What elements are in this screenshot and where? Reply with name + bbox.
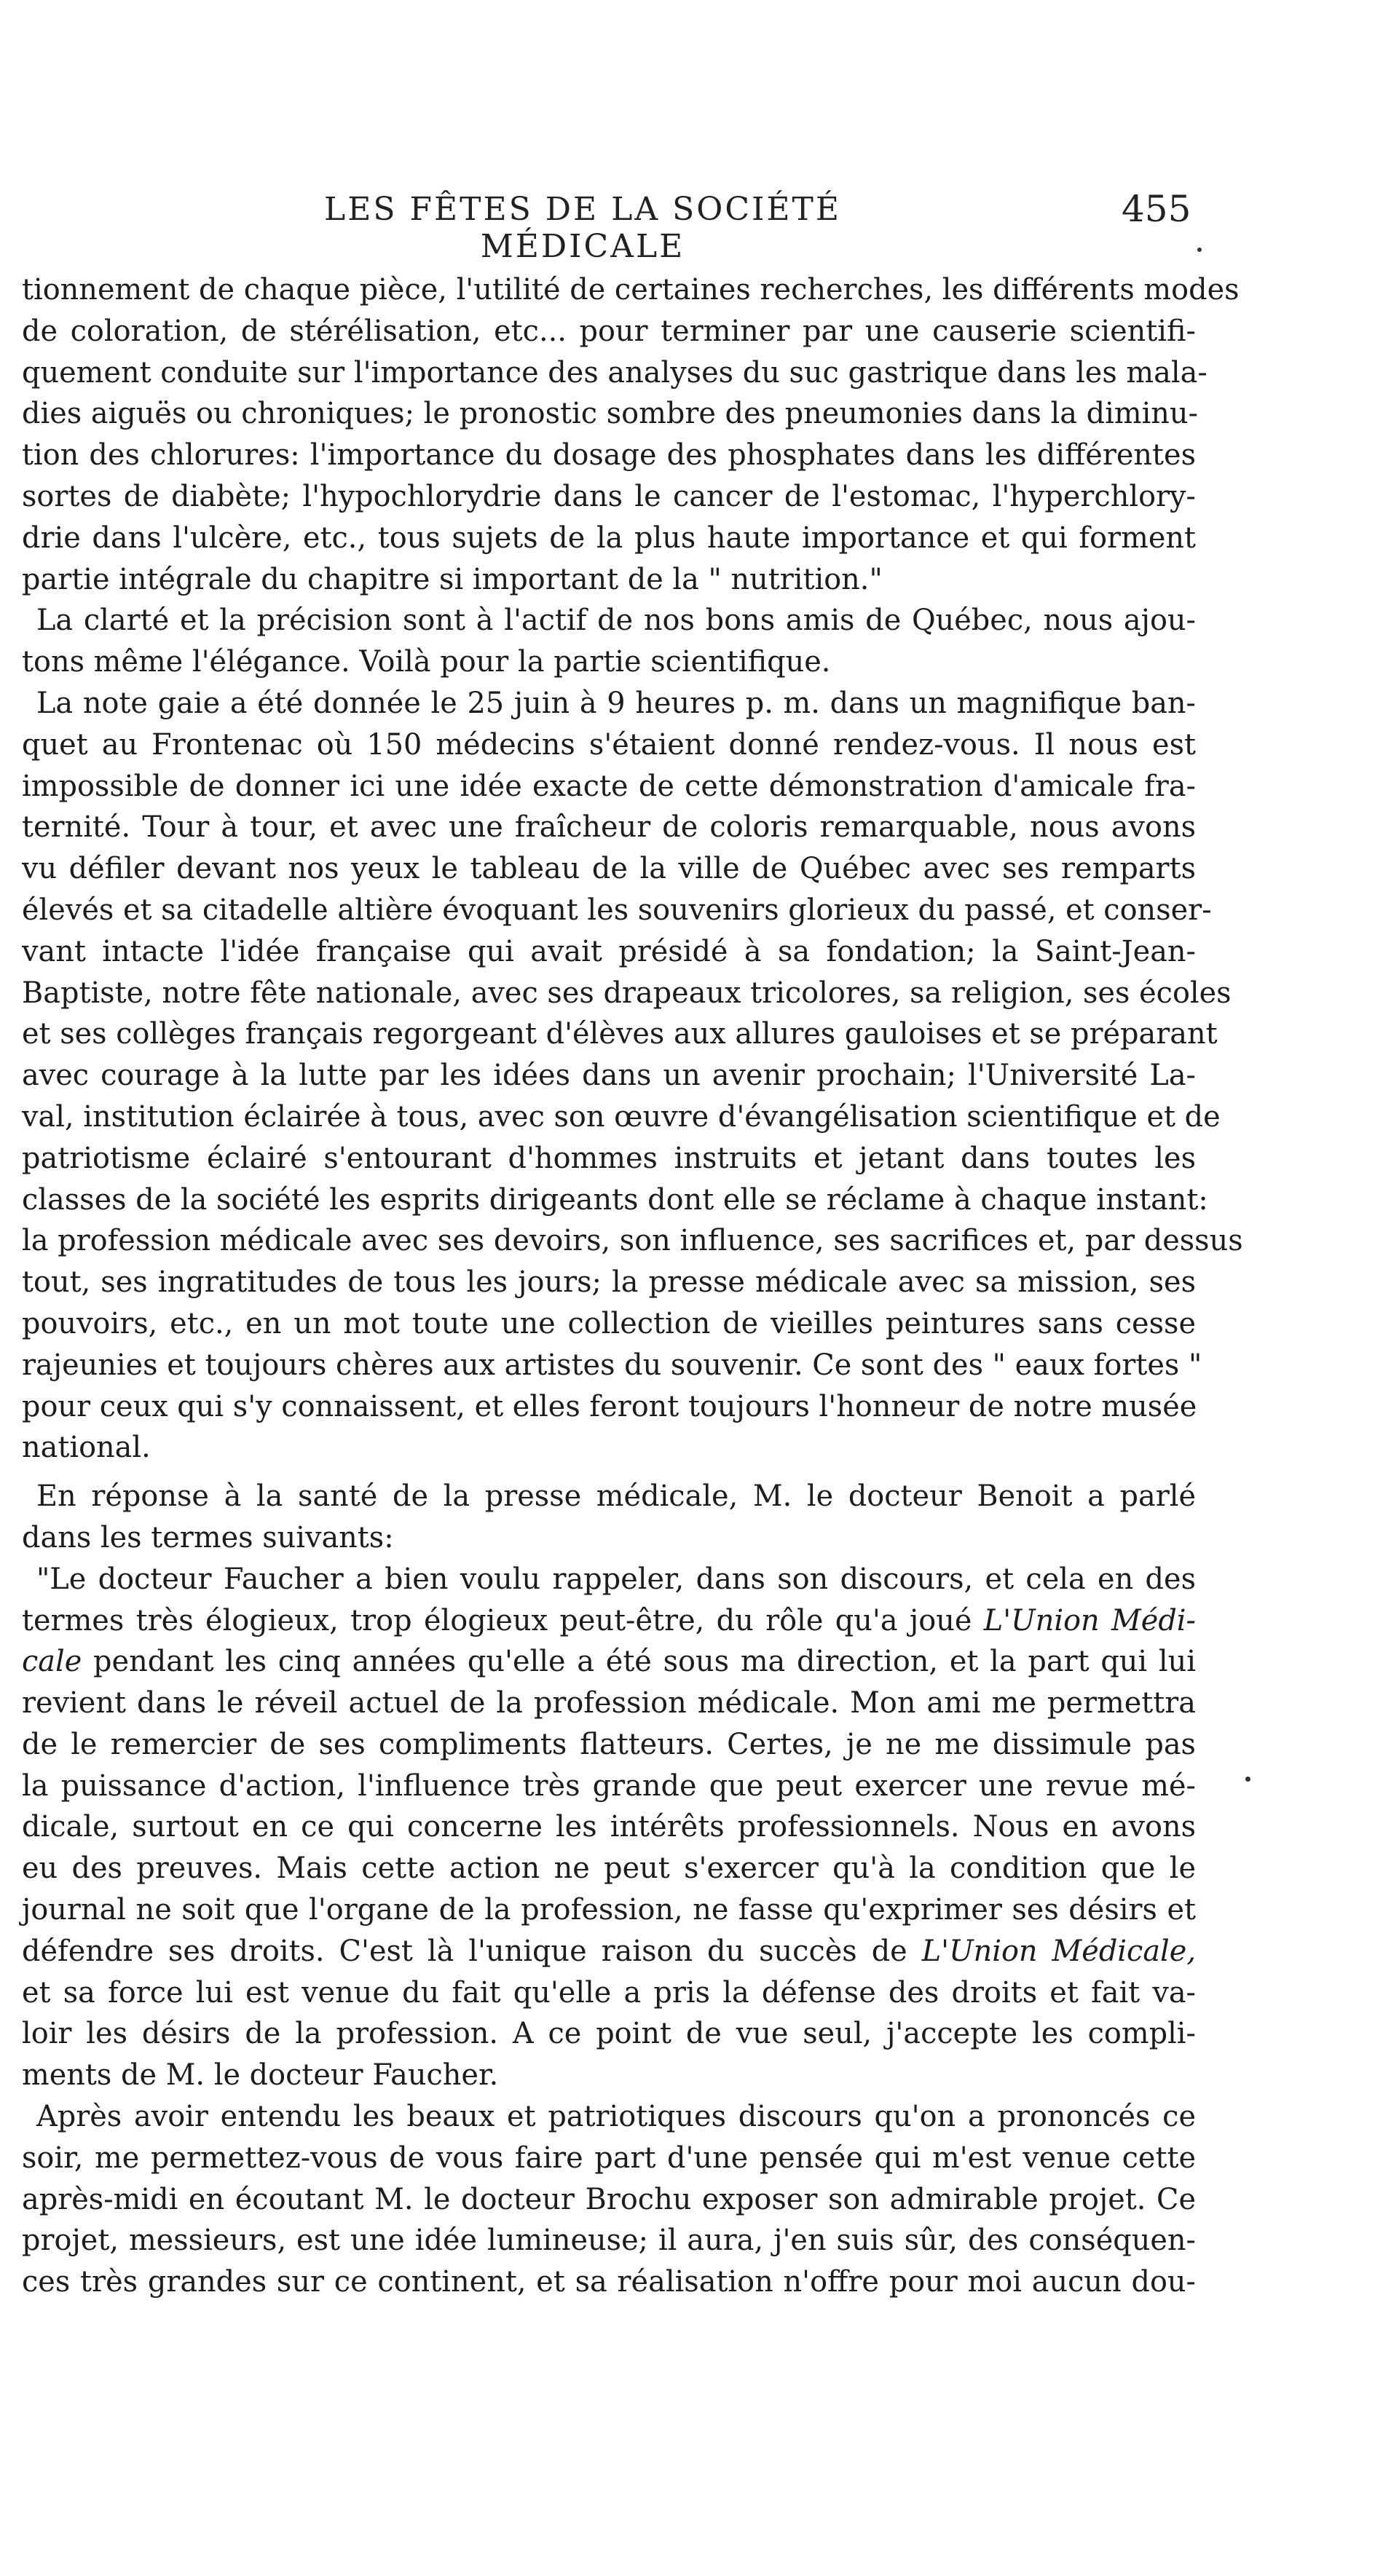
text-line: ternité. Tour à tour, et avec une fraîcheur de coloris remarquable, nous avons <box>22 810 1196 845</box>
text-line: la puissance d'action, l'influence très grande que peut exercer une revue mé- <box>22 1769 1196 1803</box>
text-line: tout, ses ingratitudes de tous les jours; la presse médicale avec sa mission, ses <box>22 1265 1196 1300</box>
text-line: soir, me permettez-vous de vous faire part d'une pensée qui m'est venue cette <box>22 2141 1196 2175</box>
text-line: dicale, surtout en ce qui concerne les intérêts professionnels. Nous en avons <box>22 1810 1196 1844</box>
text-line: national. <box>22 1431 151 1465</box>
journal-title: L'Union Médicale, <box>921 1934 1196 1968</box>
paragraph <box>22 600 1196 683</box>
journal-title: cale <box>22 1645 82 1679</box>
text-line: vant intacte l'idée française qui avait présidé à sa fondation; la Saint-Jean- <box>22 934 1196 968</box>
text-line: patriotisme éclairé s'entourant d'hommes instruits et jetant dans toutes les <box>22 1141 1196 1175</box>
paragraph <box>22 2096 1196 2303</box>
text-line: drie dans l'ulcère, etc., tous sujets de la plus haute importance et qui forment <box>22 521 1196 555</box>
text-line: quet au Frontenac où 150 médecins s'étaient donné rendez-vous. Il nous est <box>22 727 1196 762</box>
running-title: LES FÊTES DE LA SOCIÉTÉ MÉDICALE <box>324 191 841 265</box>
text-fragment: pendant les cinq années qu'elle a été sous ma direction, et la part qui lui <box>82 1645 1196 1679</box>
paragraph-gap <box>22 1469 1196 1476</box>
print-speck <box>1197 248 1202 252</box>
paragraph <box>22 1476 1196 1559</box>
text-line: pouvoirs, etc., en un mot toute une collection de vieilles peintures sans cesse <box>22 1306 1196 1340</box>
text-line: et ses collèges français regorgeant d'élèves aux allures gauloises et se préparant <box>22 1017 1218 1051</box>
text-line: après-midi en écoutant M. le docteur Brochu exposer son admirable projet. Ce <box>22 2182 1196 2216</box>
text-line: de coloration, de stérélisation, etc... pour terminer par une causerie scientifi- <box>22 314 1196 348</box>
text-line: et sa force lui est venue du fait qu'elle a pris la défense des droits et fait va- <box>22 1975 1196 2010</box>
text-line: ments de M. le docteur Faucher. <box>22 2058 499 2093</box>
text-line: journal ne soit que l'organe de la profession, ne fasse qu'exprimer ses désirs et <box>22 1893 1196 1927</box>
text-line: "Le docteur Faucher a bien voulu rappeler, dans son discours, et cela en des <box>36 1562 1196 1596</box>
text-line: pour ceux qui s'y connaissent, et elles feront toujours l'honneur de notre musée <box>22 1389 1197 1423</box>
text-line <box>22 1600 1196 1642</box>
text-line: de le remercier de ses compliments flatteurs. Certes, je ne me dissimule pas <box>22 1727 1196 1761</box>
text-line: dies aiguës ou chroniques; le pronostic sombre des pneumonies dans la diminu- <box>22 397 1198 431</box>
text-line: tionnement de chaque pièce, l'utilité de certaines recherches, les différents modes <box>22 273 1240 307</box>
text-line: sortes de diabète; l'hypochlorydrie dans le cancer de l'estomac, l'hyperchlory- <box>22 479 1196 513</box>
text-line: Baptiste, notre fête nationale, avec ses drapeaux tricolores, sa religion, ses écoles <box>22 976 1232 1010</box>
text-line: avec courage à la lutte par les idées dans un avenir prochain; l'Université La- <box>22 1059 1196 1093</box>
text-line: la profession médicale avec ses devoirs, son influence, ses sacrifices et, par dessus <box>22 1224 1243 1258</box>
text-line: partie intégrale du chapitre si important de la " nutrition." <box>22 562 883 596</box>
text-line <box>22 1931 1196 1972</box>
page-number: 455 <box>1122 188 1191 230</box>
text-fragment: défendre ses droits. C'est là l'unique raison du succès de <box>22 1934 922 1968</box>
text-line: dans les termes suivants: <box>22 1520 394 1554</box>
body-text <box>22 269 1243 2303</box>
text-line: rajeunies et toujours chères aux artistes du souvenir. Ce sont des " eaux fortes " <box>22 1348 1202 1382</box>
text-line: quement conduite sur l'importance des analyses du suc gastrique dans les mala- <box>22 355 1207 390</box>
paragraph-continuation <box>22 269 1240 600</box>
text-line: vu défiler devant nos yeux le tableau de la ville de Québec avec ses remparts <box>22 852 1196 886</box>
text-line: classes de la société les esprits dirigeants dont elle se réclame à chaque instant: <box>22 1182 1208 1217</box>
text-line: eu des preuves. Mais cette action ne peut s'exercer qu'à la condition que le <box>22 1852 1196 1886</box>
quoted-speech <box>22 1559 1196 2096</box>
paragraph <box>22 683 1243 1469</box>
text-line: En réponse à la santé de la presse médicale, M. le docteur Benoit a parlé <box>36 1479 1196 1514</box>
text-line: élevés et sa citadelle altière évoquant les souvenirs glorieux du passé, et conser- <box>22 893 1212 927</box>
text-line: projet, messieurs, est une idée lumineuse; il aura, j'en suis sûr, des conséquen- <box>22 2224 1196 2258</box>
journal-title: L'Union Médi- <box>983 1603 1196 1637</box>
text-line: val, institution éclairée à tous, avec son œuvre d'évangélisation scientifique et de <box>22 1099 1221 1134</box>
text-line: impossible de donner ici une idée exacte de cette démonstration d'amicale fra- <box>22 769 1196 803</box>
text-fragment: termes très élogieux, trop élogieux peut-être, du rôle qu'a joué <box>22 1603 984 1637</box>
text-line: La clarté et la précision sont à l'actif de nos bons amis de Québec, nous ajou- <box>36 604 1196 638</box>
text-line: ces très grandes sur ce continent, et sa réalisation n'offre pour moi aucun dou- <box>22 2265 1196 2299</box>
text-line: tion des chlorures: l'importance du dosage des phosphates dans les différentes <box>22 438 1196 473</box>
text-line <box>22 1641 1196 1683</box>
text-line: La note gaie a été donnée le 25 juin à 9 heures p. m. dans un magnifique ban- <box>36 686 1196 720</box>
print-speck <box>1245 1777 1250 1782</box>
text-line: loir les désirs de la profession. A ce point de vue seul, j'accepte les compli- <box>22 2017 1196 2051</box>
text-line: revient dans le réveil actuel de la profession médicale. Mon ami me permettra <box>22 1686 1196 1720</box>
text-line: tons même l'élégance. Voilà pour la partie scientifique. <box>22 645 831 679</box>
text-line: Après avoir entendu les beaux et patriotiques discours qu'on a prononcés ce <box>36 2100 1196 2134</box>
